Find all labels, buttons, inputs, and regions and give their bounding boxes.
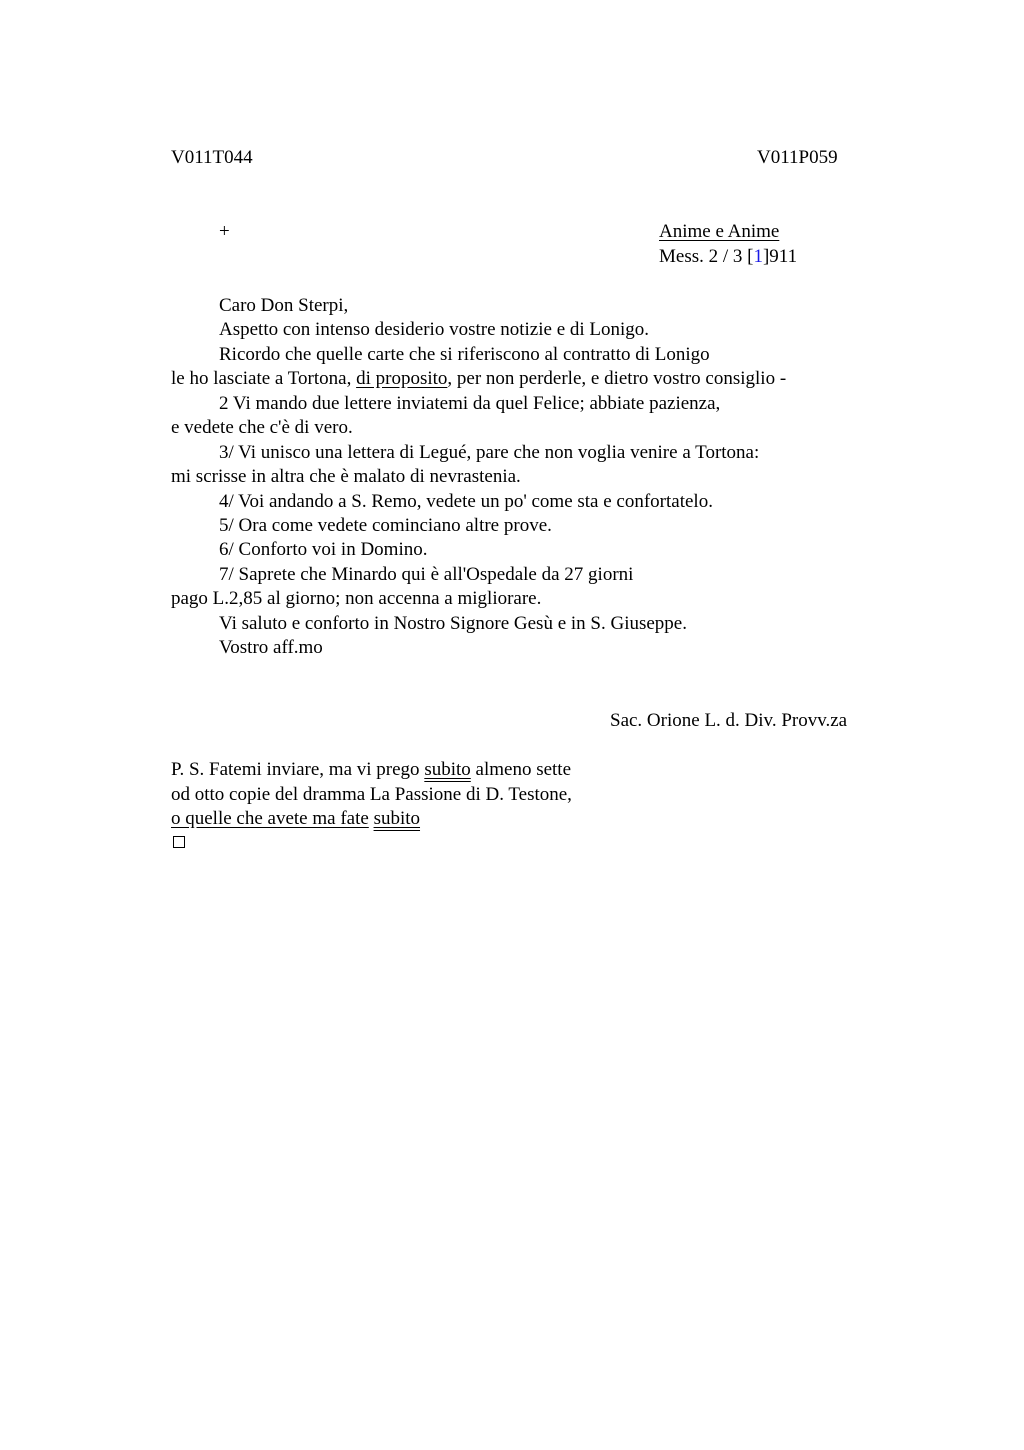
paragraph-2-line-2-start: le ho lasciate a Tortona,	[171, 368, 357, 389]
closing-valediction: Vostro aff.mo	[219, 637, 323, 658]
postscript-line-1-end: almeno sette	[470, 759, 572, 780]
paragraph-6: 5/ Ora come vedete cominciano altre prove.	[219, 515, 552, 536]
paragraph-2-line-2-end: , per non perderle, e dietro vostro consiglio -	[447, 368, 787, 389]
postscript-line-3	[171, 807, 420, 831]
letter-title: Anime e Anime	[659, 221, 780, 242]
paragraph-2-line-2	[171, 367, 786, 391]
paragraph-3-line-2: e vedete che c'è di vero.	[171, 417, 353, 438]
signature: Sac. Orione L. d. Div. Provv.za	[610, 710, 848, 731]
paragraph-8-line-1: 7/ Saprete che Minardo qui è all'Ospedale da 27 giorni	[219, 564, 634, 585]
paragraph-8-line-2: pago L.2,85 al giorno; non accenna a migliorare.	[171, 588, 542, 609]
place-date-editorial: 1	[753, 246, 763, 267]
paragraph-4-line-2: mi scrisse in altra che è malato di nevrastenia.	[171, 466, 521, 487]
postscript-line-1	[171, 758, 571, 782]
paragraph-5: 4/ Voi andando a S. Remo, vedete un po' come sta e confortatelo.	[219, 491, 713, 512]
closing-greeting: Vi saluto e conforto in Nostro Signore Gesù e in S. Giuseppe.	[219, 613, 687, 634]
postscript-line-2: od otto copie del dramma La Passione di D. Testone,	[171, 784, 572, 805]
underlined-phrase: di proposito	[356, 368, 448, 389]
place-date	[659, 245, 797, 269]
underlined-phrase-ps: o quelle che avete ma fate	[171, 808, 369, 829]
place-date-suffix: ]911	[762, 246, 798, 267]
place-date-prefix: Mess. 2 / 3 [	[659, 246, 754, 267]
paragraph-1: Aspetto con intenso desiderio vostre notizie e di Lonigo.	[219, 319, 650, 340]
document-code-left: V011T044	[171, 147, 253, 168]
double-underlined-word-ps: subito	[373, 808, 421, 829]
postscript-line-1-start: P. S. Fatemi inviare, ma vi prego	[171, 759, 425, 780]
paragraph-2-line-1: Ricordo che quelle carte che si riferiscono al contratto di Lonigo	[219, 344, 710, 365]
document-code-right: V011P059	[757, 147, 838, 168]
end-marker-box-icon	[173, 836, 185, 848]
paragraph-7: 6/ Conforto voi in Domino.	[219, 539, 428, 560]
salutation: Caro Don Sterpi,	[219, 295, 349, 316]
double-underlined-word: subito	[424, 759, 471, 780]
cross-mark: +	[219, 221, 230, 242]
paragraph-4-line-1: 3/ Vi unisco una lettera di Legué, pare che non voglia venire a Tortona:	[219, 442, 760, 463]
paragraph-3-line-1: 2 Vi mando due lettere inviatemi da quel Felice; abbiate pazienza,	[219, 393, 721, 414]
